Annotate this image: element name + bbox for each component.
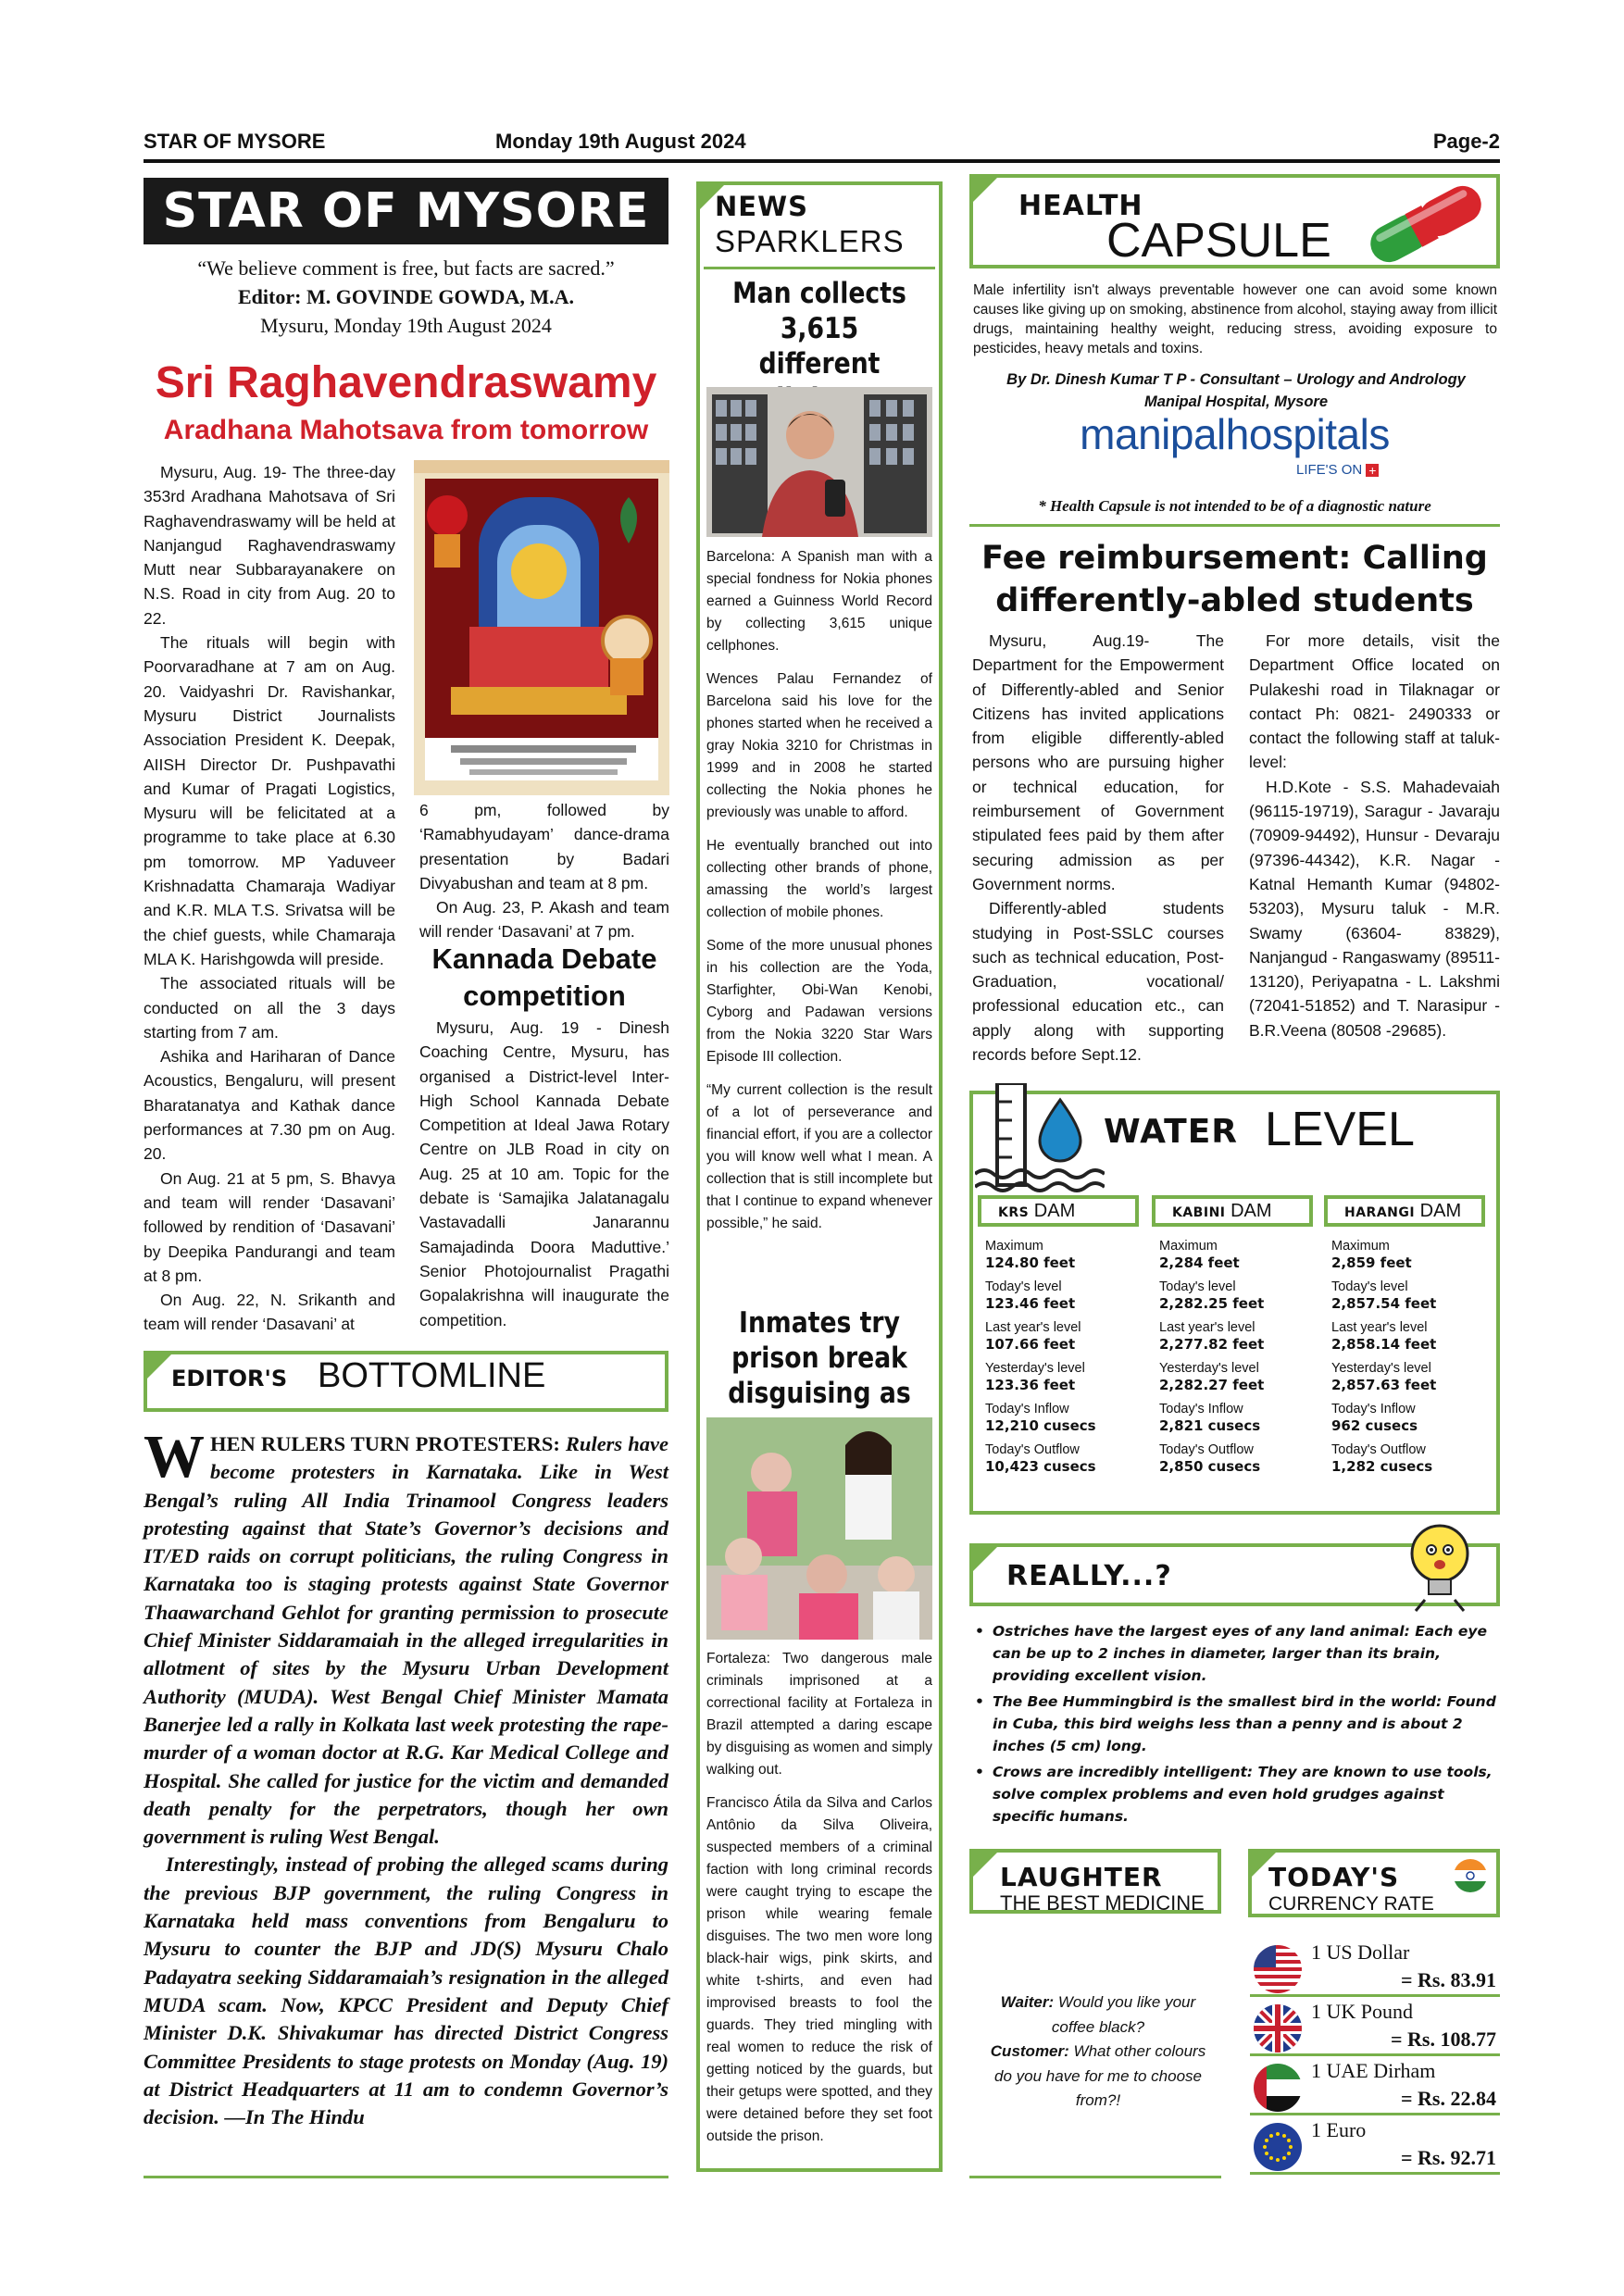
story-paragraph: Barcelona: A Spanish man with a special fondness for Nokia phones earned a Guinness World Record by collecting 3,615 unique cellphones. <box>706 549 932 654</box>
reading-value: 2,858.14 feet <box>1331 1336 1437 1353</box>
corner-decoration <box>969 174 1001 206</box>
reading-value: 12,210 cusecs <box>985 1417 1096 1434</box>
joke-speaker: Customer: <box>990 2042 1069 2060</box>
lead-headline: Sri Raghavendraswamy <box>155 358 657 407</box>
manipal-tagline <box>1296 462 1379 478</box>
joke-line: Would you like your coffee black? <box>1051 1993 1196 2036</box>
eu-flag-icon <box>1254 2123 1302 2171</box>
health-byline-doctor: By Dr. Dinesh Kumar T P - Consultant – Urology and Andrology <box>1006 371 1466 388</box>
divider <box>704 267 935 269</box>
masthead-info <box>144 254 668 340</box>
reading-label: Today's Inflow <box>985 1402 1069 1416</box>
story-paragraph: He eventually branched out into collecting other brands of phone, amassing the world’s largest collection of mobile phones. <box>706 838 932 920</box>
lead-paragraph: Ashika and Hariharan of Dance Acoustics, Bengaluru, will present Bharatanatya and Kathak dance performances at 7.30 pm on Aug. 20. <box>144 1047 395 1164</box>
reading-label: Yesterday's level <box>985 1361 1085 1376</box>
divider <box>969 524 1500 527</box>
lead-paragraph: The rituals will begin with Poorvaradhane at 7 am on Aug. 20. Vaidyashri Dr. Ravishankar, Mysuru District Journalists Association President K. Deepak, AIISH Director Dr. Pushpavathi and Kumar of Pragati Logistics, Mysuru will be felicitated at a programme to take place at 6.30 pm tomorrow. MP Yaduveer Krishnadatta Chamaraja Wadiyar and K.R. MLA T.S. Srivatsa will be the chief guests, while Chamaraja MLA K. Harishgowda will preside. <box>144 633 395 968</box>
reading-value: 123.36 feet <box>985 1377 1076 1393</box>
bottomline-label: BOTTOMLINE <box>318 1356 546 1395</box>
running-header <box>144 130 1500 163</box>
currency-name: 1 UK Pound <box>1311 2000 1414 2023</box>
level-label: LEVEL <box>1265 1103 1415 1156</box>
reading-value: 2,859 feet <box>1331 1254 1412 1271</box>
story-paragraph: Francisco Átila da Silva and Carlos Antônio da Silva Oliveira, suspected members of a criminal faction with long criminal records were caught trying to escape the prison while wearing female disguises. The two men wore long black-hair wigs, pink skirts, and white t-shirts, and even had improvised breasts to fool the guards. They tried mingling with real women to reduce the risk of getting noticed by the guards, but their getups were spotted, and they were detained before they set foot outside the prison. <box>706 1795 932 2144</box>
masthead-dateline: Mysuru, Monday 19th August 2024 <box>260 314 552 337</box>
sparklers-label: SPARKLERS <box>715 224 905 258</box>
reading-value: 107.66 feet <box>985 1336 1076 1353</box>
header-page-number: Page-2 <box>1432 130 1500 153</box>
divider <box>144 2176 668 2178</box>
header-paper-name: STAR OF MYSORE <box>144 130 326 153</box>
currency-name: 1 Euro <box>1311 2118 1367 2141</box>
reading-label: Maximum <box>985 1239 1043 1254</box>
reading-value: 2,850 cusecs <box>1159 1458 1261 1475</box>
editorial-lead-caps: HEN RULERS TURN PROTESTERS: <box>210 1432 560 1455</box>
really-facts <box>972 1620 1500 1831</box>
reading-value: 2,282.25 feet <box>1159 1295 1265 1312</box>
lead-paragraph: On Aug. 22, N. Srikanth and team will render ‘Dasavani’ at <box>144 1291 395 1334</box>
plus-icon: + <box>1366 464 1379 477</box>
health-byline <box>981 368 1491 413</box>
fee-reimbursement-headline: Fee reimbursement: Calling differently-abled students <box>981 540 1488 619</box>
joke <box>980 1990 1217 2114</box>
lead-paragraph: On Aug. 23, P. Akash and team will render ‘Dasavani’ at 7 pm. <box>419 898 669 942</box>
sparklers-news-label: NEWS <box>715 191 808 222</box>
prison-break-photo <box>706 1417 932 1640</box>
lead-paragraph: The associated rituals will be conducted on all the 3 days starting from 7 am. <box>144 974 395 1042</box>
lead-subheadline: Aradhana Mahotsava from tomorrow <box>163 415 649 445</box>
dam-readings-harangi <box>1331 1239 1498 1476</box>
dam-code: HARANGI <box>1344 1205 1416 1220</box>
editorial-paragraph: Interestingly, instead of probing the alleged scams during the previous BJP government, the ruling Congress in Karnataka held mass conventions from Bengaluru to Mysuru to counter the BJP and JD(S) Mysuru Chalo Padayatra seeking Siddaramaiah’s resignation in the alleged MUDA scam. Now, KPCC President and Deputy Chief Minister D.K. Shivakumar has directed District Congress Committee Presidents to stage protests on Monday (Aug. 19) at District Headquarters at 11 am to condemn Governor’s decision. —In The Hindu <box>144 1853 668 2129</box>
kannada-debate-paragraph: Mysuru, Aug. 19 - Dinesh Coaching Centre, Mysuru, has organised a District-level Inter-High School Kannada Debate Competition at Ideal Jawa Rotary Centre on JLB Road in city on Aug. 25 at 10 am. Topic for the debate is ‘Samajika Jalatanagalu Vastavadalli Janarannu Samajadinda Doora Maduttive.’ Senior Photojournalist Pragathi Gopalakrishna will inaugurate the competition. <box>419 1018 669 1329</box>
reading-value: 2,821 cusecs <box>1159 1417 1261 1434</box>
cellphones-story <box>706 546 932 1246</box>
reading-value: 2,857.54 feet <box>1331 1295 1437 1312</box>
fee-paragraph: For more details, visit the Department Office located on Pulakeshi road in Tilaknagar or contact Ph: 0821- 2490333 or contact the following staff at taluk-level: <box>1249 631 1500 772</box>
fee-paragraph: Mysuru, Aug.19- The Department for the Empowerment of Differently-abled and Senior Citizens has invited applications from eligible differently-abled persons who are pursuing higher or technical education, for reimbursement of Government stipulated fees paid by them after securing admission as per Government norms. <box>972 631 1224 893</box>
currency-row-eur <box>1250 2117 1500 2175</box>
fact-item: • Crows are incredibly intelligent: They are known to use tools, solve complex problems and even hold grudges against specific humans. <box>972 1761 1500 1828</box>
logo-text-hospitals: hospitals <box>1225 410 1390 458</box>
editorial-body <box>144 1423 668 2131</box>
currency-name: 1 US Dollar <box>1311 1940 1410 1964</box>
corner-decoration <box>969 1849 1001 1880</box>
reading-label: Yesterday's level <box>1331 1361 1431 1376</box>
dam-header-kabini <box>1152 1195 1313 1227</box>
corner-decoration <box>969 1543 1001 1575</box>
reading-label: Last year's level <box>985 1320 1081 1335</box>
prison-break-headline: Inmates try prison break disguising as <box>728 1306 911 1410</box>
dam-code: KABINI <box>1172 1205 1226 1220</box>
story-paragraph: “My current collection is the result of a lot of perseverance and financial effort, if you are a collector you will know well what I mean. A collection that is still incomplete but that I continue to expand whenever possible,” he said. <box>706 1082 932 1231</box>
fact-item: • Ostriches have the largest eyes of any land animal: Each eye can be up to 2 inches in diameter, larger than its brain, providing excellent vision. <box>972 1620 1500 1687</box>
dam-header-krs <box>978 1195 1139 1227</box>
capsule-label: CAPSULE <box>1106 214 1331 268</box>
reading-value: 962 cusecs <box>1331 1417 1418 1434</box>
water-gauge-icon <box>975 1083 1105 1194</box>
reading-label: Last year's level <box>1159 1320 1255 1335</box>
story-paragraph: Fortaleza: Two dangerous male criminals imprisoned at a correctional facility at Fortaleza in Brazil attempted a daring escape by disguising as women and simply walking out. <box>706 1651 932 1778</box>
india-flag-icon <box>1454 1859 1487 1892</box>
cellphone-collector-photo <box>706 387 932 537</box>
reading-label: Today's level <box>1331 1279 1408 1294</box>
lightbulb-icon <box>1403 1520 1477 1613</box>
currency-value: = Rs. 22.84 <box>1401 2087 1496 2110</box>
pill-capsule-icon <box>1356 181 1495 267</box>
raghavendraswamy-photo <box>414 460 669 795</box>
prison-break-story <box>706 1648 932 2159</box>
uae-flag-icon <box>1254 2064 1302 2112</box>
dam-readings-kabini <box>1159 1239 1326 1476</box>
currency-name: 1 UAE Dirham <box>1311 2059 1436 2082</box>
kannada-debate-headline: Kannada Debate competition <box>431 942 657 1012</box>
editorial-paragraph: Rulers have become protesters in Karnataka. Like in West Bengal’s ruling All India Trinamool Congress leaders protesting against that State’s Governor’s decisions and IT/ED raids on corrupt politicians, the ruling Congress in Karnataka too is staging protests against State Governor Thaawarchand Gehlot for granting permission to prosecute Chief Minister Siddaramaiah in the alleged irregularities in allotment of sites by the Mysuru Urban Development Authority (MUDA). West Bengal Chief Minister Mamata Banerjee led a rally in Kolkata last week protesting the rape-murder of a woman doctor at R.G. Kar Medical College and Hospital. She called for justice for the victim and demanded death penalty for the perpetrators, though her own government is ruling West Bengal. <box>144 1432 668 1849</box>
reading-label: Last year's level <box>1331 1320 1428 1335</box>
reading-value: 2,857.63 feet <box>1331 1377 1437 1393</box>
fee-body-col1 <box>972 629 1224 1067</box>
us-flag-icon <box>1254 1945 1302 1993</box>
currency-value: = Rs. 83.91 <box>1401 1968 1496 1991</box>
reading-label: Today's Inflow <box>1331 1402 1416 1416</box>
currency-row-gbp <box>1250 1999 1500 2056</box>
reading-label: Maximum <box>1159 1239 1218 1254</box>
editors-label: EDITOR'S <box>171 1366 288 1391</box>
lead-body-col1 <box>144 460 395 1337</box>
dam-suffix: DAM <box>1230 1201 1272 1221</box>
dam-header-harangi <box>1324 1195 1485 1227</box>
header-date: Monday 19th August 2024 <box>495 130 746 153</box>
reading-value: 2,282.27 feet <box>1159 1377 1265 1393</box>
dam-code: KRS <box>998 1205 1030 1220</box>
reading-value: 10,423 cusecs <box>985 1458 1096 1475</box>
health-label: HEALTH <box>1018 190 1143 222</box>
tagline-text: LIFE'S ON <box>1296 462 1363 478</box>
reading-value: 2,284 feet <box>1159 1254 1240 1271</box>
lead-paragraph: 6 pm, followed by ‘Ramabhyudayam’ dance-drama presentation by Badari Divyabushan and team at 8 pm. <box>419 801 669 892</box>
story-paragraph: Wences Palau Fernandez of Barcelona said his love for the phones started when he received a gray Nokia 3210 for Christmas in 1999 and in 2008 he started collecting the Nokia phones he previously was unable to afford. <box>706 671 932 820</box>
reading-label: Today's level <box>985 1279 1062 1294</box>
reading-label: Yesterday's level <box>1159 1361 1259 1376</box>
reading-value: 2,277.82 feet <box>1159 1336 1265 1353</box>
manipal-hospitals-logo <box>969 409 1500 459</box>
reading-label: Today's Outflow <box>1331 1442 1426 1457</box>
laughter-sublabel: THE BEST MEDICINE <box>1000 1891 1205 1915</box>
dam-suffix: DAM <box>1419 1201 1462 1221</box>
reading-label: Today's Inflow <box>1159 1402 1243 1416</box>
reading-label: Today's level <box>1159 1279 1236 1294</box>
dam-readings-krs <box>985 1239 1152 1476</box>
health-byline-hospital: Manipal Hospital, Mysore <box>1143 393 1329 410</box>
fee-paragraph: Differently-abled students studying in Post-SSLC courses such as technical education, Post-Graduation, vocational/ professional education etc., can apply along with supporting records before Sept.12. <box>972 899 1224 1065</box>
reading-label: Today's Outflow <box>1159 1442 1254 1457</box>
currency-sublabel: CURRENCY RATE <box>1268 1893 1434 1915</box>
lead-body-col2 <box>419 798 669 944</box>
corner-decoration <box>144 1351 175 1382</box>
currency-row-aed <box>1250 2058 1500 2115</box>
reading-value: 123.46 feet <box>985 1295 1076 1312</box>
lead-paragraph: On Aug. 21 at 5 pm, S. Bhavya and team will render ‘Dasavani’ followed by rendition of ‘Dasavani’ by Deepika Pandurangi and team at 8 pm. <box>144 1168 395 1285</box>
cellphones-headline: Man collects 3,615 different <box>732 277 906 381</box>
reading-label: Today's Outflow <box>985 1442 1080 1457</box>
masthead-motto: “We believe comment is free, but facts are sacred.” <box>197 256 615 280</box>
lead-paragraph: Mysuru, Aug. 19- The three-day 353rd Aradhana Mahotsava of Sri Raghavendraswamy will be held at Nanjangud Raghavendraswamy Mutt near Subbarayanakere on N.S. Road in city from Aug. 20 to 22. <box>144 463 395 628</box>
water-label: WATER <box>1104 1113 1239 1151</box>
uk-flag-icon <box>1254 2004 1302 2053</box>
laughter-label: LAUGHTER <box>1000 1862 1163 1892</box>
reading-label: Maximum <box>1331 1239 1390 1254</box>
joke-speaker: Waiter: <box>1000 1993 1055 2011</box>
divider <box>969 2176 1221 2178</box>
dam-suffix: DAM <box>1033 1201 1076 1221</box>
health-disclaimer: * Health Capsule is not intended to be of a diagnostic nature <box>1038 497 1431 515</box>
fee-paragraph: H.D.Kote - S.S. Mahadevaiah (96115-19719), Saragur - Javaraju (70909-94492), Hunsur - Devaraju (97396-44342), K.R. Nagar - Katnal Hemanth Kumar (94802-53203), Mysuru taluk - M.R. Swamy (63604- 83829), Nanjangud - Rangaswamy (89511-13120), Periyapatna - L. Lakshmi (72041-51852) and T. Narasipur - B.R.Veena (80508 -29685). <box>1249 777 1500 1040</box>
currency-value: = Rs. 108.77 <box>1391 2028 1496 2051</box>
story-paragraph: Some of the more unusual phones in his collection are the Yoda, Starfighter, Obi-Wan Kenobi, Cyborg and Padawan versions from the Nokia 3220 Star Wars Episode III collection. <box>706 938 932 1065</box>
currency-label: TODAY'S <box>1268 1862 1400 1892</box>
dropcap: W <box>144 1423 205 1491</box>
health-tip: Male infertility isn't always preventable however one can avoid some known causes like giving up on smoking, abstinence from alcohol, staying away from illicit drugs, maintaining healthy weight, reducing stress, avoiding exposure to pesticides, heavy metals and toxins. <box>973 282 1498 356</box>
reading-value: 124.80 feet <box>985 1254 1076 1271</box>
joke-line: What other colours do you have for me to choose from?! <box>994 2042 1206 2109</box>
logo-text-manipal: manipal <box>1080 410 1226 458</box>
masthead-editor: Editor: M. GOVINDE GOWDA, M.A. <box>238 285 574 308</box>
fact-item: • The Bee Hummingbird is the smallest bird in the world: Found in Cuba, this bird weighs less than a penny and is about 2 inches (5 cm) long. <box>972 1691 1500 1757</box>
fee-body-col2 <box>1249 629 1500 1042</box>
reading-value: 1,282 cusecs <box>1331 1458 1433 1475</box>
really-label: REALLY...? <box>1006 1560 1172 1592</box>
currency-value: = Rs. 92.71 <box>1401 2146 1496 2169</box>
masthead: STAR OF MYSORE <box>144 178 668 244</box>
currency-row-usd <box>1250 1940 1500 1997</box>
kannada-debate-body <box>419 1016 669 1332</box>
